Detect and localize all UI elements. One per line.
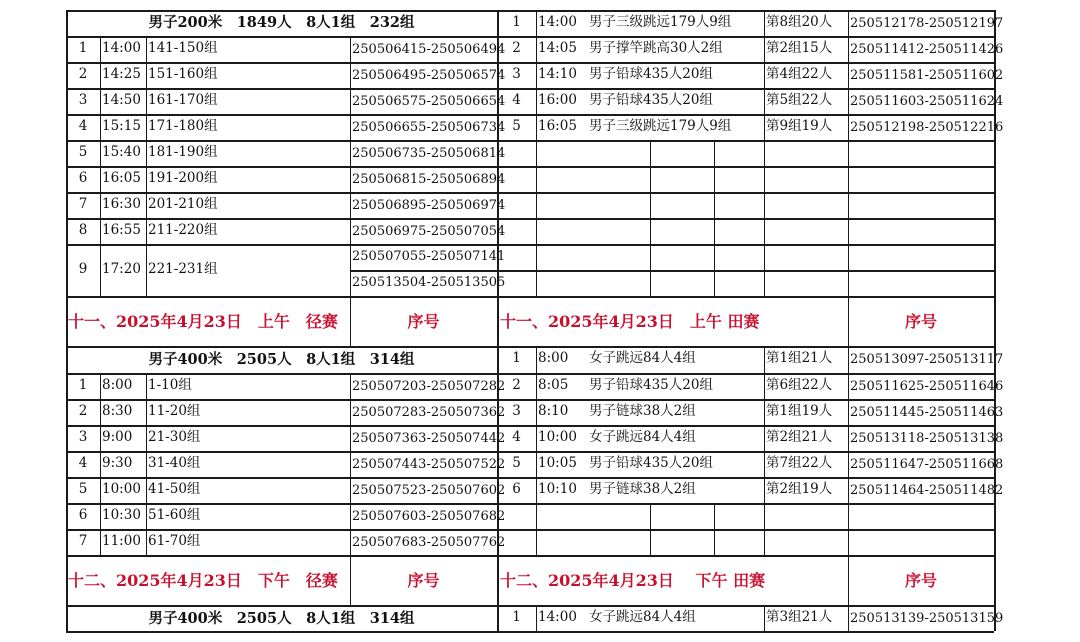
row-seq-range: 250511464-250511482 bbox=[850, 483, 1004, 498]
row-border bbox=[497, 477, 994, 479]
column-border bbox=[848, 555, 849, 605]
row-border bbox=[66, 166, 497, 168]
row-groups: 211-220组 bbox=[148, 222, 218, 238]
column-border bbox=[350, 373, 351, 555]
section-heading: 十二、2025年4月23日 下午 田赛 bbox=[500, 571, 766, 590]
row-border bbox=[497, 244, 994, 246]
section-heading: 十一、2025年4月23日 上午 田赛 bbox=[500, 312, 760, 331]
seq-heading: 序号 bbox=[904, 571, 937, 590]
row-number: 1 bbox=[512, 609, 521, 625]
row-seq-range: 250513097-250513117 bbox=[850, 352, 1004, 367]
row-seq-range: 250506815-250506894 bbox=[352, 172, 506, 187]
row-number: 3 bbox=[78, 429, 88, 445]
row-number: 3 bbox=[78, 92, 88, 108]
row-time: 17:20 bbox=[102, 261, 141, 277]
column-border bbox=[764, 10, 765, 296]
row-seq-range: 250511445-250511463 bbox=[850, 405, 1004, 420]
row-border bbox=[66, 451, 497, 453]
row-event: 男子铅球435人20组 bbox=[589, 455, 713, 471]
row-event: 男子链球38人2组 bbox=[589, 403, 696, 419]
row-group: 第5组22人 bbox=[766, 92, 833, 108]
row-event: 男子铅球435人20组 bbox=[589, 92, 713, 108]
row-border bbox=[497, 425, 994, 427]
row-seq-range: 250511412-250511426 bbox=[850, 42, 1004, 57]
row-event: 男子三级跳远179人9组 bbox=[589, 14, 732, 30]
column-border bbox=[848, 346, 849, 555]
row-time: 14:10 bbox=[538, 66, 577, 82]
row-group: 第2组21人 bbox=[766, 429, 833, 445]
row-seq-range: 250506735-250506814 bbox=[352, 146, 506, 161]
column-border bbox=[650, 140, 651, 296]
row-groups: 41-50组 bbox=[148, 481, 201, 497]
row-number: 4 bbox=[78, 455, 88, 471]
row-groups: 201-210组 bbox=[148, 196, 218, 212]
section-heading: 十二、2025年4月23日 下午 径赛 bbox=[68, 571, 338, 590]
row-group: 第1组21人 bbox=[766, 350, 833, 366]
column-border bbox=[350, 296, 351, 346]
row-time: 11:00 bbox=[102, 533, 141, 549]
row-border bbox=[66, 296, 497, 298]
row-time: 16:05 bbox=[102, 170, 141, 186]
row-time: 14:25 bbox=[102, 66, 141, 82]
row-seq-range: 250507055-250507141 bbox=[352, 249, 506, 264]
row-number: 1 bbox=[512, 350, 521, 366]
column-border bbox=[848, 605, 849, 631]
row-border bbox=[497, 373, 994, 375]
row-event: 男子链球38人2组 bbox=[589, 481, 696, 497]
row-border bbox=[66, 88, 497, 90]
row-number: 3 bbox=[512, 66, 521, 82]
row-seq-range: 250511625-250511646 bbox=[850, 379, 1004, 394]
row-number: 6 bbox=[512, 481, 521, 497]
row-seq-range: 250507683-250507762 bbox=[352, 535, 506, 550]
row-number: 7 bbox=[78, 533, 88, 549]
row-group: 第7组22人 bbox=[766, 455, 833, 471]
section-bottom-border bbox=[66, 346, 497, 348]
row-time: 16:00 bbox=[538, 92, 577, 108]
row-time: 10:30 bbox=[102, 507, 141, 523]
row-number: 1 bbox=[78, 377, 88, 393]
row-number: 4 bbox=[512, 92, 521, 108]
row-groups: 11-20组 bbox=[148, 403, 201, 419]
row-border bbox=[66, 114, 497, 116]
column-border bbox=[100, 373, 101, 555]
row-time: 8:00 bbox=[102, 377, 133, 393]
row-border bbox=[66, 140, 497, 142]
row-number: 3 bbox=[512, 403, 521, 419]
row-time: 16:05 bbox=[538, 118, 577, 134]
row-event: 女子跳远84人4组 bbox=[589, 609, 696, 625]
row-border bbox=[497, 270, 994, 272]
row-seq-range: 250507283-250507362 bbox=[352, 405, 506, 420]
row-seq-range: 250506895-250506974 bbox=[352, 198, 506, 213]
row-seq-range: 250506575-250506654 bbox=[352, 94, 506, 109]
column-border bbox=[714, 503, 715, 555]
row-time: 8:10 bbox=[538, 403, 569, 419]
row-time: 8:05 bbox=[538, 377, 569, 393]
row-groups: 181-190组 bbox=[148, 144, 218, 160]
column-border bbox=[536, 605, 537, 631]
section-bottom-border bbox=[497, 605, 994, 607]
row-time: 9:00 bbox=[102, 429, 133, 445]
row-time: 10:10 bbox=[538, 481, 577, 497]
row-time: 16:55 bbox=[102, 222, 141, 238]
row-group: 第9组19人 bbox=[766, 118, 833, 134]
row-border bbox=[497, 529, 994, 531]
row-number: 7 bbox=[78, 196, 88, 212]
split-row-border bbox=[350, 270, 497, 272]
row-event: 男子铅球435人20组 bbox=[589, 377, 713, 393]
column-border bbox=[650, 503, 651, 555]
row-number: 2 bbox=[512, 377, 521, 393]
row-group: 第3组21人 bbox=[766, 609, 833, 625]
row-border bbox=[497, 218, 994, 220]
row-seq-range: 250513504-250513505 bbox=[352, 275, 506, 290]
row-number: 8 bbox=[78, 222, 88, 238]
column-border bbox=[764, 605, 765, 631]
row-seq-range: 250511581-250511602 bbox=[850, 68, 1004, 83]
column-border bbox=[848, 296, 849, 346]
column-border bbox=[350, 555, 351, 605]
row-number: 2 bbox=[512, 40, 521, 56]
event-title: 男子200米 1849人 8人1组 232组 bbox=[148, 14, 415, 31]
row-border bbox=[497, 296, 994, 298]
row-groups: 221-231组 bbox=[148, 261, 218, 277]
row-time: 10:05 bbox=[538, 455, 577, 471]
row-border bbox=[66, 477, 497, 479]
row-time: 14:50 bbox=[102, 92, 141, 108]
seq-heading: 序号 bbox=[407, 312, 440, 331]
seq-heading: 序号 bbox=[904, 312, 937, 331]
row-border bbox=[66, 218, 497, 220]
row-event: 男子铅球435人20组 bbox=[589, 66, 713, 82]
row-time: 14:00 bbox=[538, 14, 577, 30]
row-seq-range: 250513118-250513138 bbox=[850, 431, 1004, 446]
section-heading: 十一、2025年4月23日 上午 径赛 bbox=[68, 312, 338, 331]
row-time: 9:30 bbox=[102, 455, 133, 471]
row-seq-range: 250506655-250506734 bbox=[352, 120, 506, 135]
row-border bbox=[497, 88, 994, 90]
row-seq-range: 250511647-250511668 bbox=[850, 457, 1004, 472]
row-border bbox=[497, 114, 994, 116]
row-time: 8:30 bbox=[102, 403, 133, 419]
column-border bbox=[350, 36, 351, 296]
row-number: 5 bbox=[78, 144, 88, 160]
section-bottom-border bbox=[497, 346, 994, 348]
row-seq-range: 250507363-250507442 bbox=[352, 431, 506, 446]
row-seq-range: 250512178-250512197 bbox=[850, 16, 1004, 31]
row-groups: 51-60组 bbox=[148, 507, 201, 523]
row-event: 男子三级跳远179人9组 bbox=[589, 118, 732, 134]
column-border bbox=[764, 346, 765, 555]
block-top-border bbox=[497, 10, 994, 12]
column-border bbox=[146, 373, 147, 555]
row-border bbox=[497, 555, 994, 557]
row-number: 4 bbox=[78, 118, 88, 134]
row-time: 15:40 bbox=[102, 144, 141, 160]
row-border bbox=[497, 399, 994, 401]
row-border bbox=[66, 62, 497, 64]
event-title: 男子400米 2505人 8人1组 314组 bbox=[148, 351, 415, 368]
row-time: 16:30 bbox=[102, 196, 141, 212]
row-group: 第4组22人 bbox=[766, 66, 833, 82]
row-seq-range: 250507203-250507282 bbox=[352, 379, 506, 394]
row-time: 14:05 bbox=[538, 40, 577, 56]
row-group: 第8组20人 bbox=[766, 14, 833, 30]
row-border bbox=[66, 244, 497, 246]
row-time: 8:00 bbox=[538, 350, 569, 366]
event-title: 男子400米 2505人 8人1组 314组 bbox=[148, 610, 415, 627]
block-top-border bbox=[66, 10, 497, 12]
row-groups: 61-70组 bbox=[148, 533, 201, 549]
row-seq-range: 250506495-250506574 bbox=[352, 68, 506, 83]
table-bottom-border bbox=[66, 631, 994, 633]
row-time: 14:00 bbox=[102, 40, 141, 56]
column-border bbox=[848, 10, 849, 296]
row-groups: 161-170组 bbox=[148, 92, 218, 108]
row-border bbox=[66, 529, 497, 531]
row-group: 第1组19人 bbox=[766, 403, 833, 419]
row-seq-range: 250507443-250507522 bbox=[352, 457, 506, 472]
row-time: 15:15 bbox=[102, 118, 141, 134]
row-seq-range: 250512198-250512216 bbox=[850, 120, 1004, 135]
row-seq-range: 250506975-250507054 bbox=[352, 224, 506, 239]
row-groups: 21-30组 bbox=[148, 429, 201, 445]
row-event: 女子跳远84人4组 bbox=[589, 429, 696, 445]
row-number: 1 bbox=[78, 40, 88, 56]
row-border bbox=[497, 166, 994, 168]
column-border bbox=[100, 36, 101, 296]
row-border bbox=[66, 425, 497, 427]
row-time: 14:00 bbox=[538, 609, 577, 625]
row-time: 10:00 bbox=[102, 481, 141, 497]
row-number: 5 bbox=[512, 455, 521, 471]
row-groups: 141-150组 bbox=[148, 40, 218, 56]
row-number: 9 bbox=[78, 261, 88, 277]
row-seq-range: 250513139-250513159 bbox=[850, 611, 1004, 626]
column-border bbox=[536, 346, 537, 555]
title-bottom-border bbox=[66, 373, 497, 375]
row-border bbox=[66, 399, 497, 401]
row-number: 5 bbox=[78, 481, 88, 497]
row-group: 第2组15人 bbox=[766, 40, 833, 56]
row-groups: 151-160组 bbox=[148, 66, 218, 82]
row-number: 1 bbox=[512, 14, 521, 30]
row-border bbox=[66, 555, 497, 557]
row-border bbox=[66, 503, 497, 505]
row-border bbox=[66, 192, 497, 194]
row-seq-range: 250507603-250507682 bbox=[352, 509, 506, 524]
row-number: 2 bbox=[78, 66, 88, 82]
column-border bbox=[536, 10, 537, 296]
row-border bbox=[497, 192, 994, 194]
section-bottom-border bbox=[66, 605, 497, 607]
row-event: 男子撑竿跳高30人2组 bbox=[589, 40, 723, 56]
row-groups: 31-40组 bbox=[148, 455, 201, 471]
row-number: 4 bbox=[512, 429, 521, 445]
row-groups: 1-10组 bbox=[148, 377, 192, 393]
row-time: 10:00 bbox=[538, 429, 577, 445]
column-border bbox=[146, 36, 147, 296]
row-border bbox=[497, 36, 994, 38]
row-number: 2 bbox=[78, 403, 88, 419]
title-bottom-border bbox=[66, 36, 497, 38]
seq-heading: 序号 bbox=[407, 571, 440, 590]
row-seq-range: 250511603-250511624 bbox=[850, 94, 1004, 109]
row-number: 5 bbox=[512, 118, 521, 134]
row-groups: 171-180组 bbox=[148, 118, 218, 134]
row-seq-range: 250506415-250506494 bbox=[352, 42, 506, 57]
row-groups: 191-200组 bbox=[148, 170, 218, 186]
row-event: 女子跳远84人4组 bbox=[589, 350, 696, 366]
row-group: 第2组19人 bbox=[766, 481, 833, 497]
row-border bbox=[497, 503, 994, 505]
row-border bbox=[497, 140, 994, 142]
row-number: 6 bbox=[78, 170, 88, 186]
row-seq-range: 250507523-250507602 bbox=[352, 483, 506, 498]
row-number: 6 bbox=[78, 507, 88, 523]
column-border bbox=[714, 140, 715, 296]
row-border bbox=[497, 62, 994, 64]
row-border bbox=[497, 451, 994, 453]
row-group: 第6组22人 bbox=[766, 377, 833, 393]
